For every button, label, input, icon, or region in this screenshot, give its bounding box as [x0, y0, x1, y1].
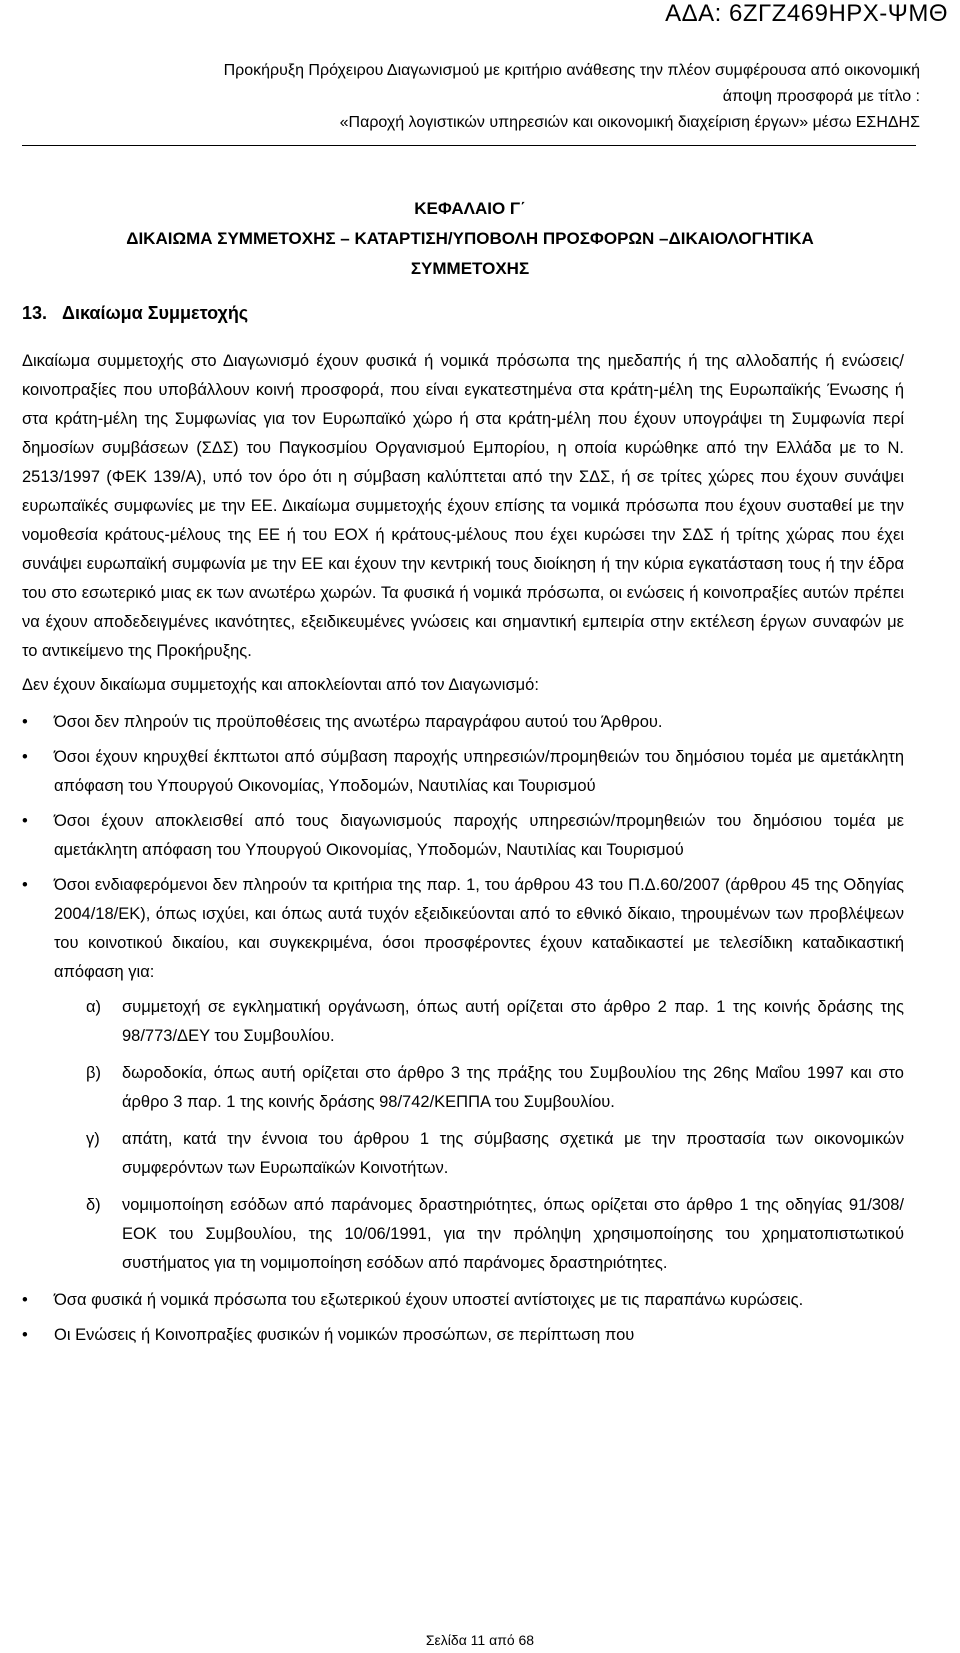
list-item-text: Όσοι έχουν κηρυχθεί έκπτωτοι από σύμβαση παροχής υπηρεσιών/προμηθειών του δημόσιου τομέα με αμετάκλητη απόφαση του Υπουργού Οικονομίας, Υποδομών, Ναυτιλίας και Τουρισμού [54, 748, 904, 795]
sub-item-label: γ) [86, 1130, 100, 1148]
ada-code: ΑΔΑ: 6ΖΓΖ469ΗΡΧ-ΨΜΘ [665, 0, 948, 27]
sub-item-label: α) [86, 998, 102, 1016]
sub-item-label: δ) [86, 1196, 101, 1214]
bullet-icon: • [22, 812, 28, 830]
page-header [20, 58, 920, 136]
list-item [22, 743, 904, 801]
sub-list-item [86, 1191, 904, 1278]
sub-item-text: δωροδοκία, όπως αυτή ορίζεται στο άρθρο 3 της πράξης του Συμβουλίου της 26ης Μαΐου 1997 και στο άρθρο 3 παρ. 1 της κοινής δράσης 98/742/ΚΕΠΠΑ του Συμβουλίου. [122, 1064, 904, 1111]
sub-list [86, 993, 904, 1278]
sub-item-text: απάτη, κατά την έννοια του άρθρου 1 της σύμβασης σχετικά με την προστασία των οικονομικών συμφερόντων των Ευρωπαϊκών Κοινοτήτων. [122, 1130, 904, 1177]
header-line-2: άποψη προσφορά με τίτλο : [722, 88, 920, 105]
exclusion-list [22, 708, 904, 1350]
list-item [22, 807, 904, 865]
section-heading [22, 303, 248, 324]
list-item [22, 1321, 904, 1350]
sub-item-text: συμμετοχή σε εγκληματική οργάνωση, όπως αυτή ορίζεται στο άρθρο 2 παρ. 1 της κοινής δράσης της 98/773/ΔΕΥ του Συμβουλίου. [122, 998, 904, 1045]
paragraph: Δικαίωμα συμμετοχής στο Διαγωνισμό έχουν φυσικά ή νομικά πρόσωπα της ημεδαπής ή της αλλοδαπής ή ενώσεις/κοινοπραξίες που υποβάλλουν κοινή προσφορά, που είναι εγκατεστημένα στα κράτη-μέλη της Ευρωπαϊκής Ένωσης ή στα κράτη-μέλη της Συμφωνίας για τον Ευρωπαϊκό χώρο ή στα κράτη-μέλη που έχουν υπογράψει τη Συμφωνία περί δημοσίων συμβάσεων (ΣΔΣ) του Παγκοσμίου Οργανισμού Εμπορίου, η οποία κυρώθηκε από την Ελλάδα με το Ν. 2513/1997 (ΦΕΚ 139/Α), υπό τον όρο ότι η σύμβαση καλύπτεται από την ΣΔΣ, ή σε τρίτες χώρες που έχουν συνάψει ευρωπαϊκές συμφωνίες με την ΕΕ. Δικαίωμα συμμετοχής έχουν επίσης τα νομικά πρόσωπα που έχουν συσταθεί με την νομοθεσία κράτους-μέλους της ΕΕ ή του ΕΟΧ ή κράτους-μέλους που έχει κυρώσει την ΣΔΣ ή τρίτης χώρας που έχει συνάψει ευρωπαϊκή συμφωνία με την ΕΕ και έχουν την κεντρική τους διοίκηση ή την κύρια εγκατάσταση τους ή την έδρα του στο εσωτερικό μιας εκ των ανωτέρω χωρών. Τα φυσικά ή νομικά πρόσωπα, οι ενώσεις ή κοινοπραξίες αυτών πρέπει να έχουν αποδεδειγμένες ικανότητες, εξειδικευμένες γνώσεις και σημαντική εμπειρία στην εκτέλεση έργων συναφών με το αντικείμενο της Προκήρυξης. [22, 352, 904, 660]
page-number: Σελίδα 11 από 68 [425, 1632, 535, 1648]
sub-list-item [86, 993, 904, 1051]
sub-list-item [86, 1125, 904, 1183]
sub-item-text: νομιμοποίηση εσόδων από παράνομες δραστηριότητες, όπως ορίζεται στο άρθρο 1 της οδηγίας 91/308/ΕΟΚ του Συμβουλίου, της 10/06/1991, για την πρόληψη χρησιμοποίησης του χρηματοπιστωτικού συστήματος για τη νομιμοποίηση εσόδων από παράνομες δραστηριότητες. [122, 1196, 904, 1272]
bullet-icon: • [22, 1291, 28, 1309]
bullet-icon: • [22, 1326, 28, 1344]
chapter-title-line-2: ΣΥΜΜΕΤΟΧΗΣ [410, 259, 530, 278]
header-line-3: «Παροχή λογιστικών υπηρεσιών και οικονομική διαχείριση έργων» μέσω ΕΣΗΔΗΣ [339, 114, 920, 131]
list-item [22, 708, 904, 737]
header-divider [22, 145, 916, 146]
section-title: Δικαίωμα Συμμετοχής [62, 303, 249, 323]
sub-item-label: β) [86, 1064, 101, 1082]
list-item [22, 1286, 904, 1315]
list-item-text: Όσοι δεν πληρούν τις προϋποθέσεις της ανωτέρω παραγράφου αυτού του Άρθρου. [54, 713, 663, 731]
section-number: 13. [22, 303, 48, 323]
list-item-text: Όσοι ενδιαφερόμενοι δεν πληρούν τα κριτήρια της παρ. 1, του άρθρου 43 του Π.Δ.60/2007 (άρθρου 45 της Οδηγίας 2004/18/ΕΚ), όπως ισχύει, και όπως αυτά τυχόν εξειδικεύονται από το εθνικό δίκαιο, τηρουμένων των προβλέψεων του κοινοτικού δικαίου, και συγκεκριμένα, όσοι προσφέροντες έχουν καταδικαστεί με τελεσίδικη καταδικαστική απόφαση για: [54, 876, 904, 981]
list-item-text: Όσοι έχουν αποκλεισθεί από τους διαγωνισμούς παροχής υπηρεσιών/προμηθειών του δημόσιου τομέα με αμετάκλητη απόφαση του Υπουργού Οικονομίας, Υποδομών, Ναυτιλίας και Τουρισμού [54, 812, 904, 859]
list-item-text: Όσα φυσικά ή νομικά πρόσωπα του εξωτερικού έχουν υποστεί αντίστοιχες με τις παραπάνω κυρώσεις. [54, 1291, 804, 1309]
chapter-title-line-1: ΔΙΚΑΙΩΜΑ ΣΥΜΜΕΤΟΧΗΣ – ΚΑΤΑΡΤΙΣΗ/ΥΠΟΒΟΛΗ ΠΡΟΣΦΟΡΩΝ –ΔΙΚΑΙΟΛΟΓΗΤΙΚΑ [126, 229, 814, 248]
paragraph: Δεν έχουν δικαίωμα συμμετοχής και αποκλείονται από τον Διαγωνισμό: [22, 676, 539, 694]
chapter-heading [20, 194, 920, 284]
list-item-text: Οι Ενώσεις ή Κοινοπραξίες φυσικών ή νομικών προσώπων, σε περίπτωση που [54, 1326, 635, 1344]
bullet-icon: • [22, 713, 28, 731]
header-line-1: Προκήρυξη Πρόχειρου Διαγωνισμού με κριτήριο ανάθεσης την πλέον συμφέρουσα από οικονομική [223, 62, 920, 79]
list-item [22, 871, 904, 1278]
chapter-label: ΚΕΦΑΛΑΙΟ Γ΄ [414, 199, 526, 218]
document-body [22, 347, 904, 1356]
bullet-icon: • [22, 748, 28, 766]
sub-list-item [86, 1059, 904, 1117]
bullet-icon: • [22, 876, 28, 894]
